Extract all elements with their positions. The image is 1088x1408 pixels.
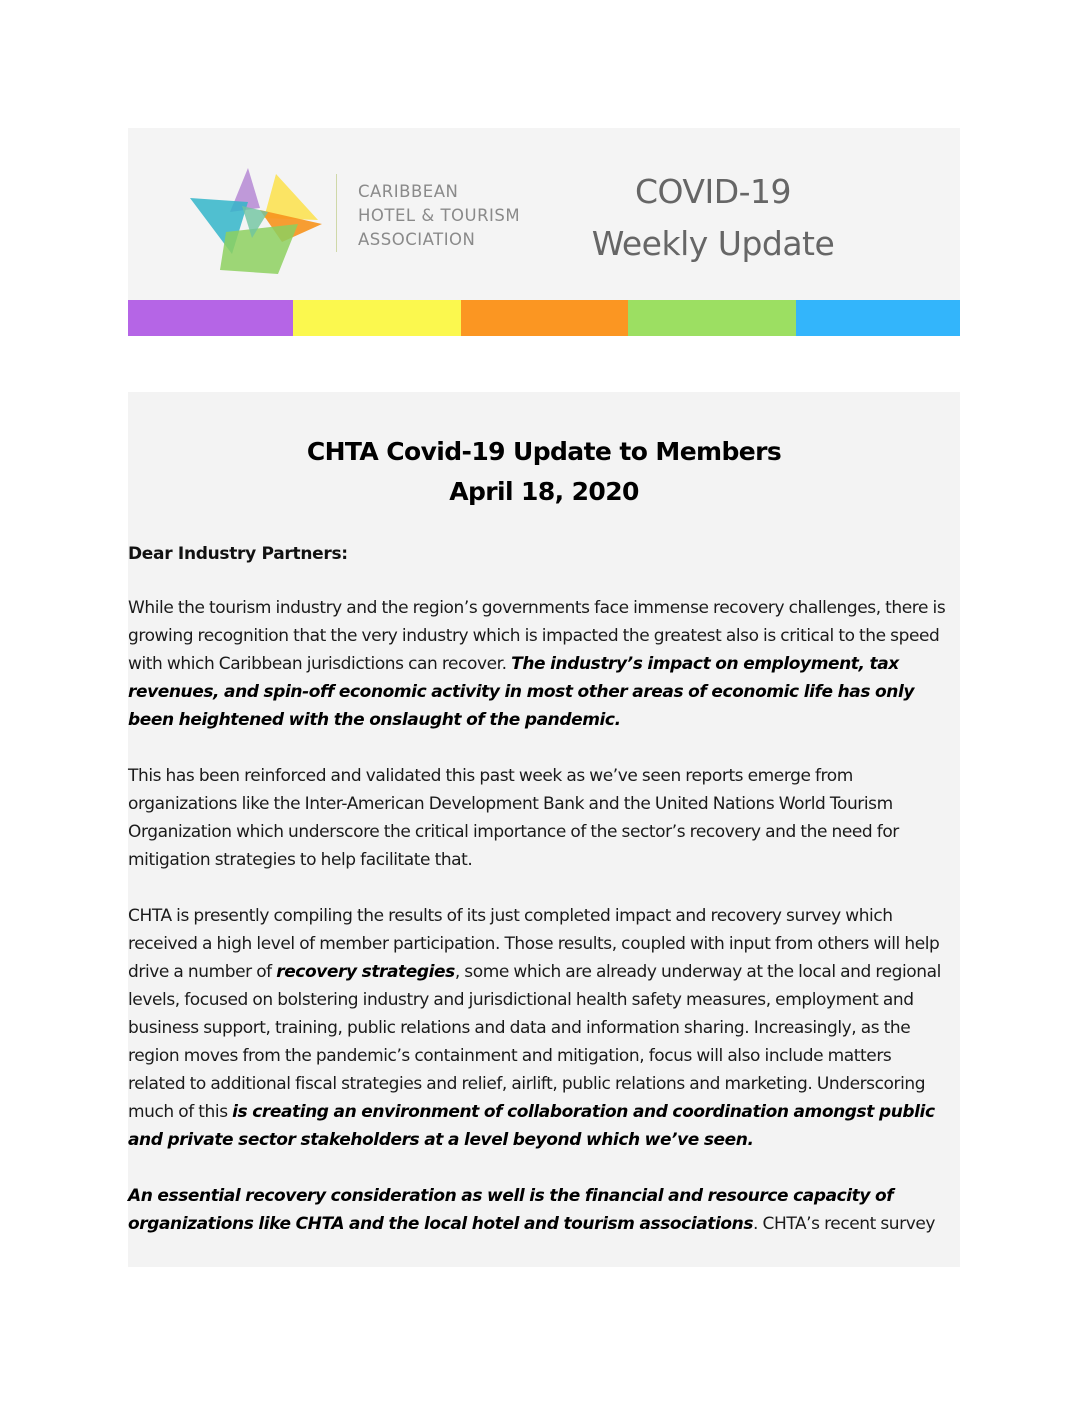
emphasis-text: recovery strategies — [276, 962, 455, 982]
text-run: drive a number of — [128, 962, 277, 982]
text-run: , some which are already underway at the local and regional — [454, 962, 941, 982]
logo-line: ASSOCIATION — [358, 230, 476, 249]
text-run: . CHTA’s recent survey — [753, 1214, 936, 1234]
emphasis-text: and private sector stakeholders at a level beyond which we’ve seen. — [128, 1130, 754, 1150]
logo-line: HOTEL & TOURISM — [358, 206, 521, 225]
logo-line: CARIBBEAN — [358, 182, 459, 201]
text-line: CHTA is presently compiling the results of its just completed impact and recovery survey which — [128, 906, 893, 926]
emphasis-text: organizations like CHTA and the local hotel and tourism associations — [128, 1214, 754, 1234]
emphasis-text: An essential recovery consideration as well is the financial and resource capacity of — [128, 1186, 894, 1206]
text-line — [128, 650, 968, 678]
text-line: This has been reinforced and validated this past week as we’ve seen reports emerge from — [128, 766, 853, 786]
color-stripe-segment — [796, 300, 960, 336]
paragraph — [128, 762, 968, 874]
text-line — [128, 958, 968, 986]
text-run: much of this — [128, 1102, 233, 1122]
color-stripe-segment — [628, 300, 796, 336]
date-line: April 18, 2020 — [449, 477, 639, 506]
emphasis-text: is creating an environment of collaboration and coordination amongst public — [232, 1102, 935, 1122]
text-line: received a high level of member participation. Those results, coupled with input from others will help — [128, 934, 940, 954]
color-stripe-segment — [461, 300, 628, 336]
text-line: levels, focused on bolstering industry and jurisdictional health safety measures, employment and — [128, 990, 914, 1010]
association-name — [358, 180, 520, 252]
title-line: CHTA Covid-19 Update to Members — [306, 437, 782, 466]
text-run: with which Caribbean jurisdictions can recover. — [128, 654, 512, 674]
text-line: mitigation strategies to help facilitate that. — [128, 850, 473, 870]
text-line: Organization which underscore the critical importance of the sector’s recovery and the need for — [128, 822, 899, 842]
text-line: organizations like the Inter-American Development Bank and the United Nations World Tourism — [128, 794, 893, 814]
banner-title-line: COVID-19 — [634, 172, 792, 211]
letter-body — [128, 392, 960, 1267]
text-line: related to additional fiscal strategies and relief, airlift, public relations and marketing. Underscoring — [128, 1074, 926, 1094]
text-line: growing recognition that the very industry which is impacted the greatest also is critical to the speed — [128, 626, 940, 646]
header-banner — [128, 128, 960, 336]
paragraph — [128, 1182, 968, 1238]
text-line: region moves from the pandemic’s containment and mitigation, focus will also include matters — [128, 1046, 892, 1066]
paragraph — [128, 902, 968, 1154]
text-line — [128, 1210, 968, 1238]
logo-divider — [336, 174, 337, 252]
paragraph — [128, 594, 968, 734]
text-line: While the tourism industry and the region’s governments face immense recovery challenges, there is — [128, 598, 946, 618]
chta-star-logo-icon — [186, 162, 326, 278]
banner-title-line: Weekly Update — [591, 224, 835, 263]
color-stripe-segment — [128, 300, 293, 336]
salutation: Dear Industry Partners: — [128, 544, 348, 564]
emphasis-text: been heightened with the onslaught of the pandemic. — [128, 710, 621, 730]
document-title — [128, 432, 960, 512]
color-stripe — [128, 300, 960, 336]
text-line — [128, 1098, 968, 1126]
emphasis-text: revenues, and spin-off economic activity in most other areas of economic life has only — [128, 682, 915, 702]
emphasis-text: The industry’s impact on employment, tax — [511, 654, 899, 674]
banner-title — [568, 166, 858, 270]
color-stripe-segment — [293, 300, 461, 336]
text-line: business support, training, public relations and data and information sharing. Increasingly, as the — [128, 1018, 911, 1038]
